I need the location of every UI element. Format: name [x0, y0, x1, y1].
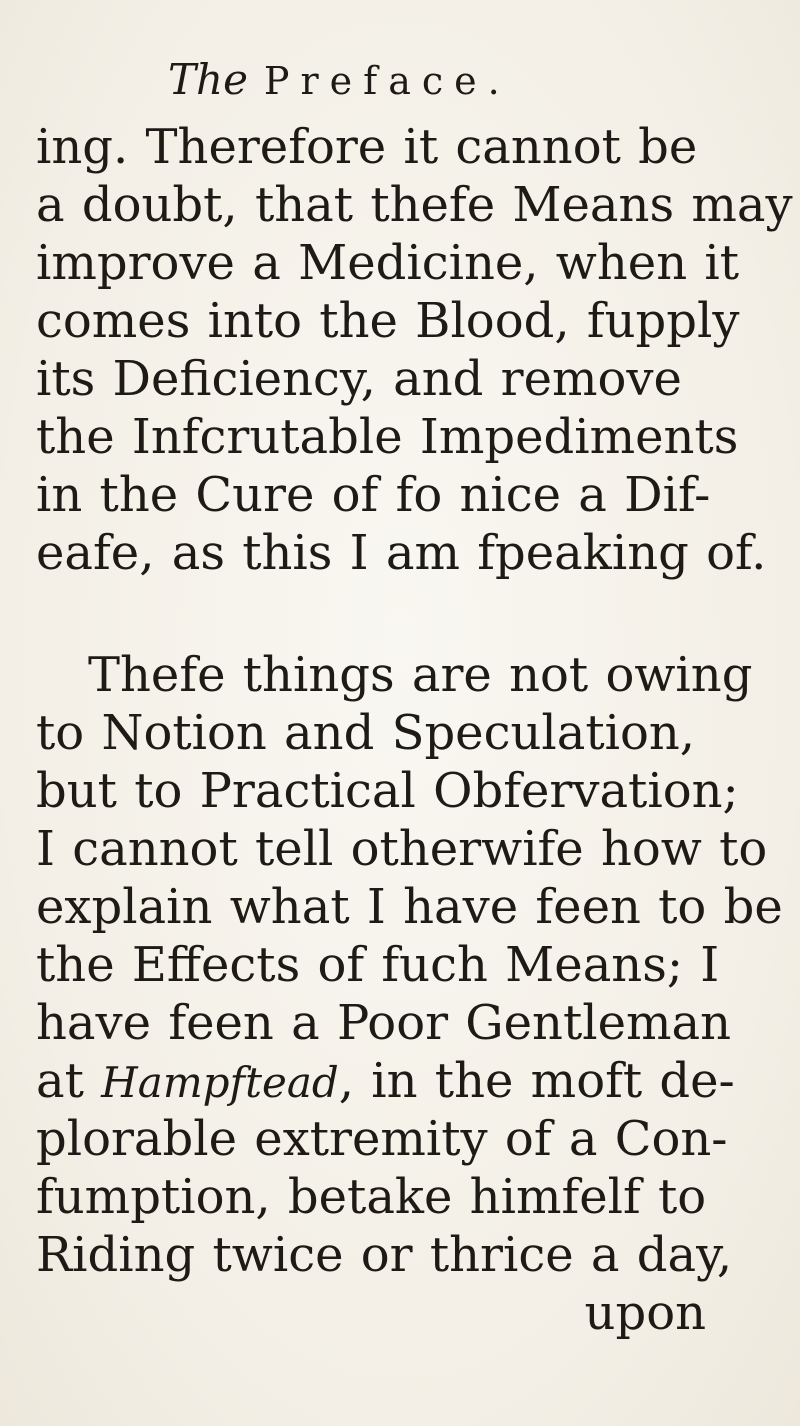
text-line: in the Cure of fo nice a Dif-: [36, 467, 711, 523]
text-line: the Infcrutable Impediments: [36, 409, 739, 465]
text-line: Riding twice or thrice a day,: [36, 1227, 733, 1283]
text-line: plorable extremity of a Con-: [36, 1111, 728, 1167]
text-line: the Effects of fuch Means; I: [36, 937, 720, 993]
text-line: its Deficiency, and remove: [36, 351, 682, 407]
text-line: fumption, betake himfelf to: [36, 1169, 707, 1225]
running-head: [168, 52, 511, 109]
text-line-with-place: [36, 1052, 766, 1110]
text-line: ing. Therefore it cannot be: [36, 119, 698, 175]
text-fragment: , in the moft de-: [338, 1053, 735, 1109]
running-head-the: The: [168, 55, 248, 104]
text-line: eafe, as this I am fpeaking of.: [36, 525, 767, 581]
text-line: explain what I have feen to be: [36, 879, 783, 935]
text-line: Thefe things are not owing: [88, 647, 753, 703]
text-line: comes into the Blood, fupply: [36, 293, 740, 349]
text-line: have feen a Poor Gentleman: [36, 995, 732, 1051]
text-line: I cannot tell otherwife how to: [36, 821, 768, 877]
text-fragment: at: [36, 1053, 84, 1109]
running-head-title: Preface.: [263, 59, 511, 103]
text-line: but to Practical Obfervation;: [36, 763, 739, 819]
place-name: Hampftead: [101, 1058, 339, 1107]
catchword: upon: [584, 1285, 706, 1341]
body-text: [36, 118, 793, 1342]
text-line: improve a Medicine, when it: [36, 235, 740, 291]
paragraph-gap: [36, 582, 766, 646]
text-line: a doubt, that thefe Means may: [36, 177, 793, 233]
text-line: to Notion and Speculation,: [36, 705, 696, 761]
